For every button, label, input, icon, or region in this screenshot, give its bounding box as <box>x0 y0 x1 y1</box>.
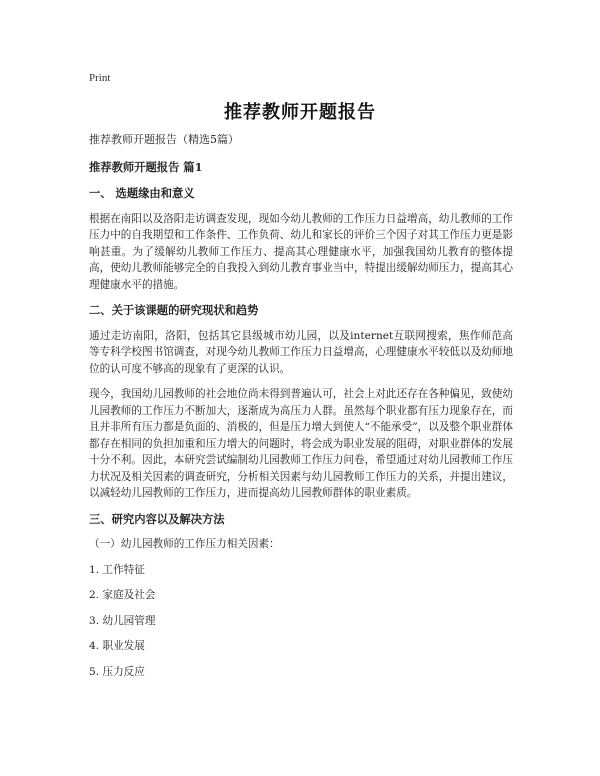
section-3-paragraph: （一）幼儿园教师的工作压力相关因素： <box>89 538 280 550</box>
print-link[interactable]: Print <box>89 72 111 84</box>
section-2-paragraph-1: 通过走访南阳，洛阳，包括其它县级城市幼儿园，以及internet互联网搜索，焦作师范高等专科学校图书馆调查，对现今幼儿教师工作压力日益增高，心理健康水平较低以及幼师地位的认可度不够高的现象有了更深的认识。 <box>89 329 513 375</box>
section-heading-1: 一、 选题缘由和意义 <box>89 186 195 200</box>
section-1-paragraph: 根据在南阳以及洛阳走访调查发现，现如今幼儿教师的工作压力日益增高，幼儿教师的工作压力中的自我期望和工作条件、工作负荷、幼儿和家长的评价三个因子对其工作压力更是影响甚重。为了缓解幼儿教师工作压力、提高其心理健康水平，加强我国幼儿教育的整体提高，使幼儿教师能够完全的自我投入到幼儿教育事业当中，特提出缓解幼师压力，提高其心理健康水平的措施。 <box>89 212 513 291</box>
factor-list-item: 2. 家庭及社会 <box>89 589 156 601</box>
factor-list-item: 4. 职业发展 <box>89 640 145 652</box>
page-title: 推荐教师开题报告 <box>224 102 376 123</box>
section-heading-2: 二、关于该课题的研究现状和趋势 <box>89 303 259 317</box>
document-subtitle: 推荐教师开题报告（精选5篇） <box>89 133 239 146</box>
factor-list-item: 1. 工作特征 <box>89 563 145 576</box>
document-body <box>89 132 513 689</box>
document-heading: 推荐教师开题报告 篇1 <box>89 159 203 174</box>
section-2-paragraph-2: 现今，我国幼儿园教师的社会地位尚未得到普遍认可，社会上对此还存在各种偏见，致使幼儿园教师的工作压力不断加大，逐渐成为高压力人群。虽然每个职业都有压力现象存在，而且并非所有压力都是负面的、消极的，但是压力增大到使人“不能承受”，以及整个职业群体都存在相同的负担加重和压力增大的问题时，将会成为职业发展的阻碍，对职业群体的发展十分不利。因此，本研究尝试编制幼儿园教师工作压力问卷，希望通过对幼儿园教师工作压力状况及相关因素的调查研究，分析相关因素与幼儿园教师工作压力的关系，并提出建议，以减轻幼儿园教师的工作压力，进而提高幼儿园教师群体的职业素质。 <box>89 388 513 499</box>
section-heading-3: 三、研究内容以及解决方法 <box>89 511 225 526</box>
factor-list-item: 5. 压力反应 <box>89 665 145 678</box>
factor-list-item: 3. 幼儿园管理 <box>89 614 156 627</box>
